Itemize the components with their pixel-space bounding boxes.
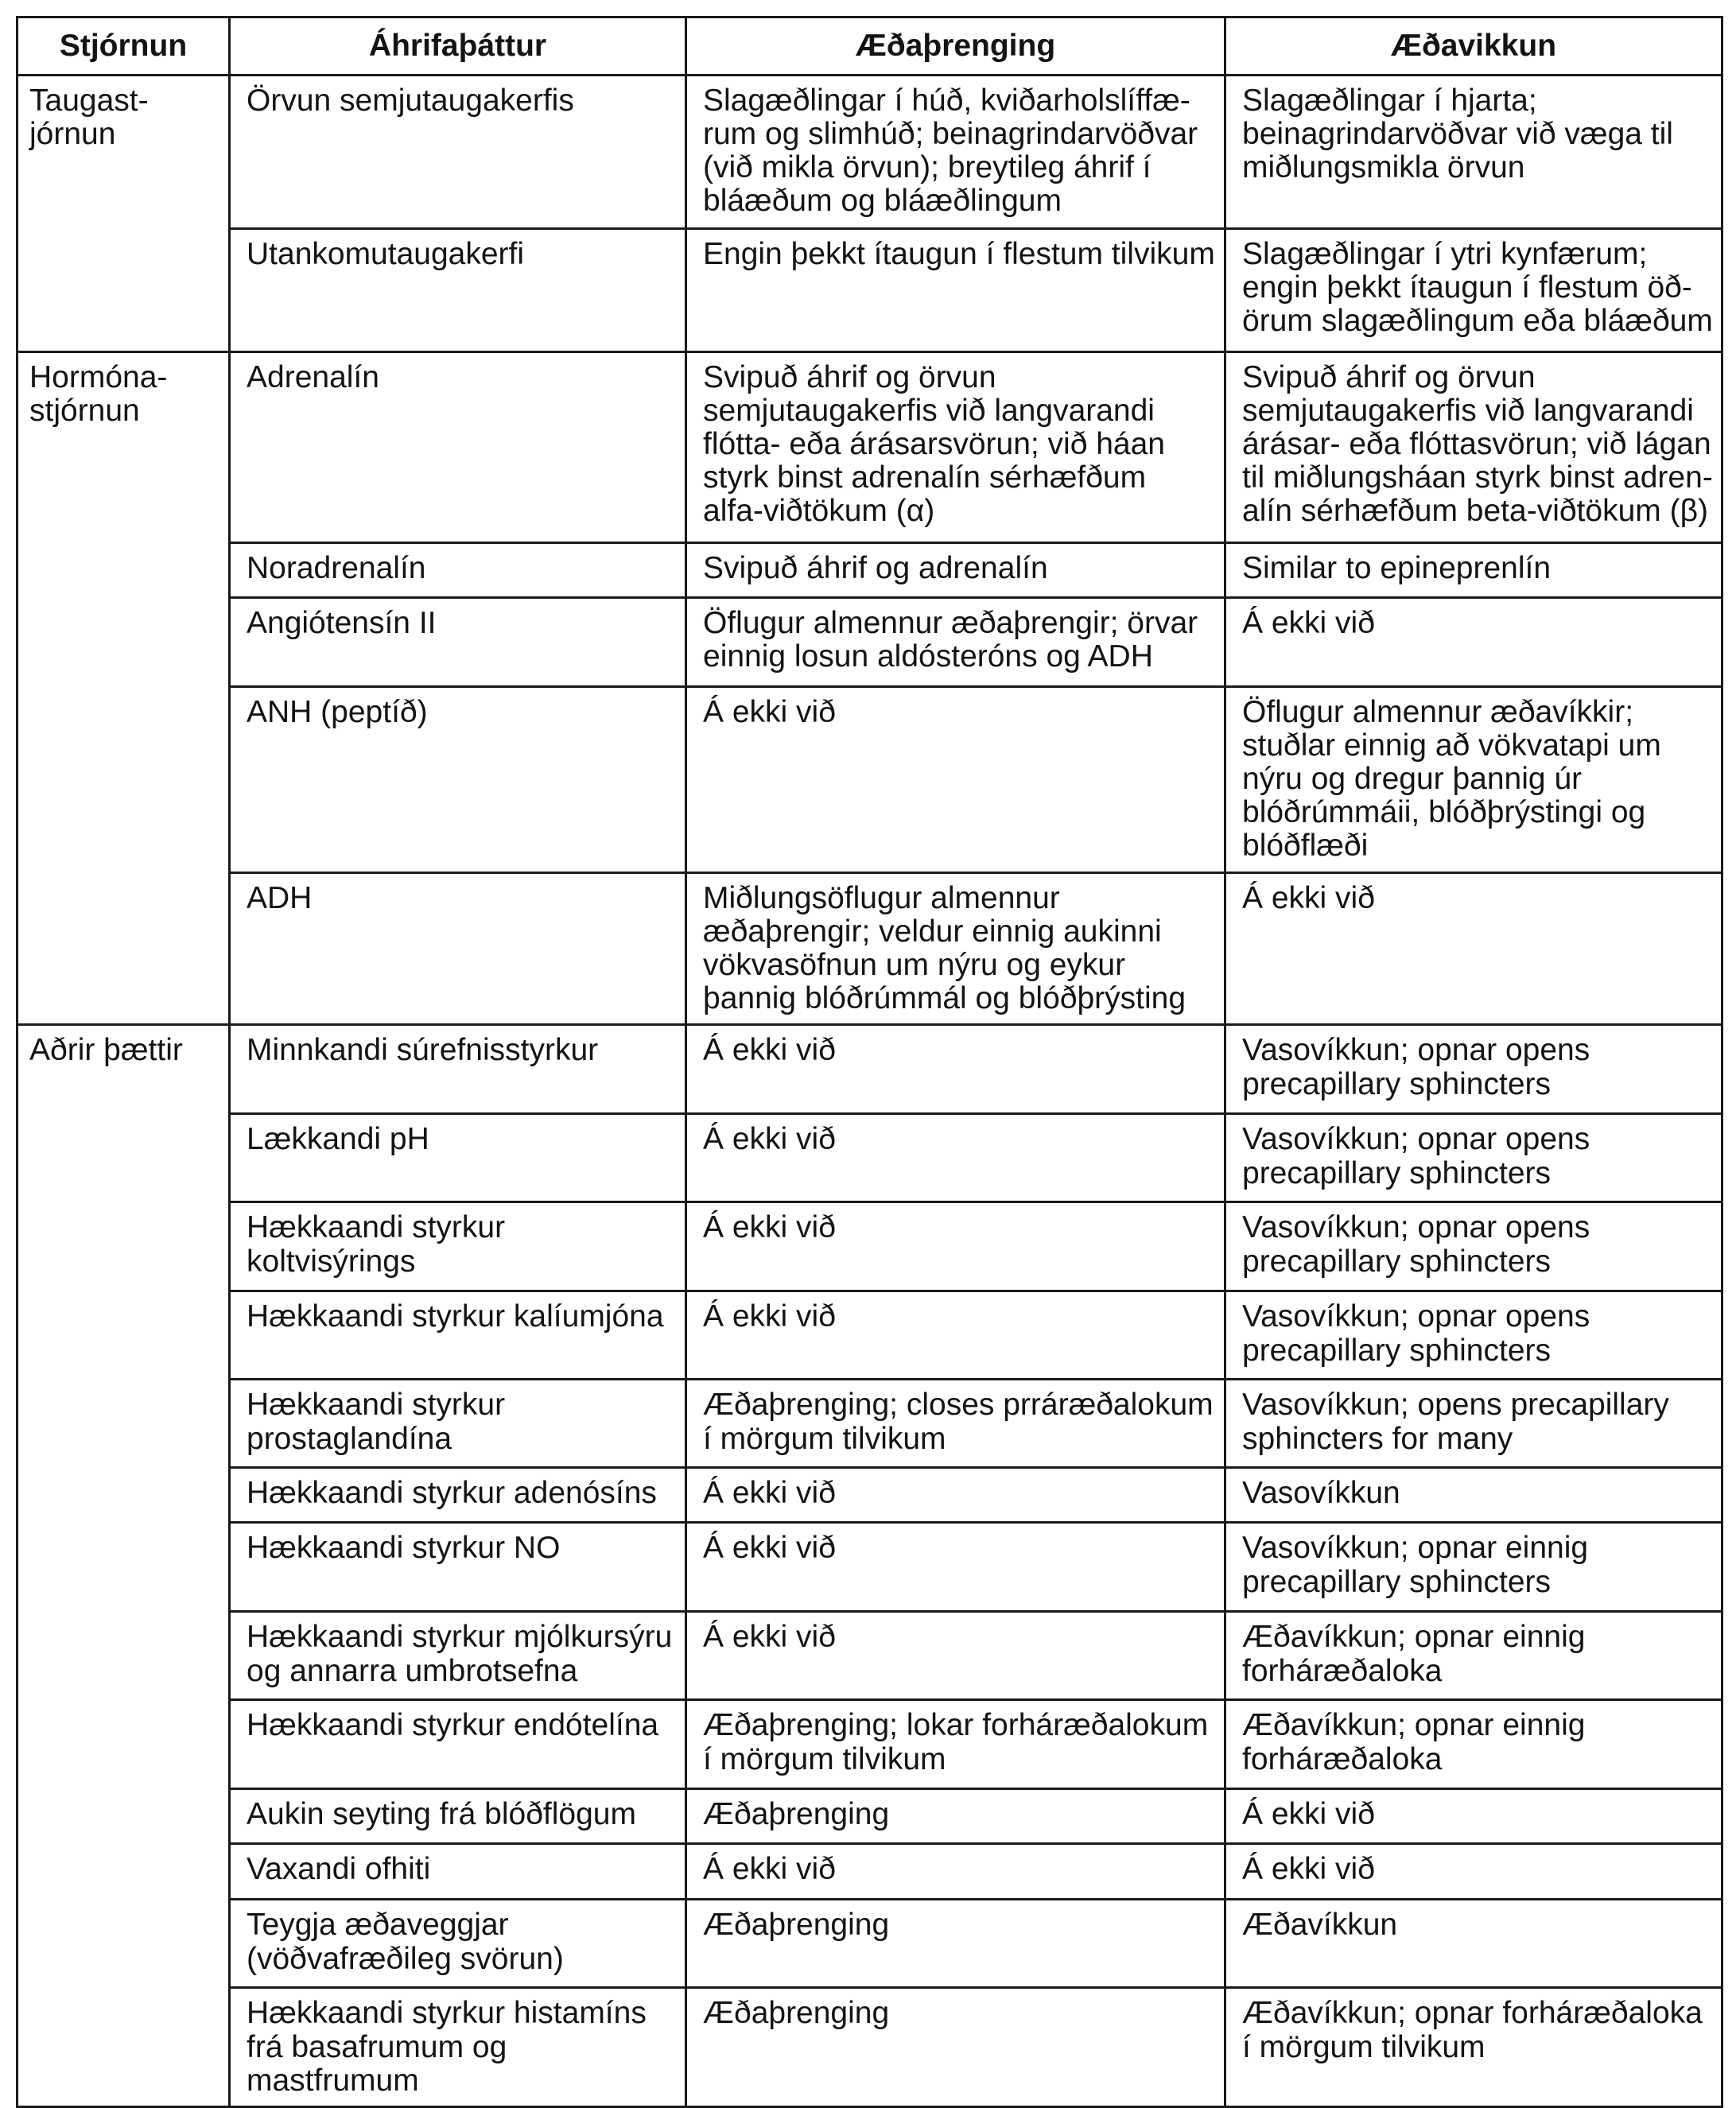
factor-cell: Noradrenalín <box>230 543 686 598</box>
constriction-cell: Miðlungsöflugur almennur æðaþrengir; veldur einnig aukinni vökvasöfnun um nýru og eykur þannig blóðrúmmál og blóðþrýsting <box>686 873 1225 1025</box>
factor-cell: Hækkaandi styrkur kalíumjóna <box>230 1291 686 1380</box>
constriction-cell: Á ekki við <box>686 1612 1225 1700</box>
table-row <box>17 1114 1722 1202</box>
constriction-cell: Á ekki við <box>686 1844 1225 1900</box>
table-row <box>17 229 1722 352</box>
constriction-cell: Á ekki við <box>686 687 1225 873</box>
constriction-cell: Engin þekkt ítaugun í flestum tilvikum <box>686 229 1225 352</box>
factor-cell: Hækkaandi styrkur NO <box>230 1523 686 1612</box>
factor-cell: Hækkaandi styrkur adenósíns <box>230 1468 686 1523</box>
column-header-factor: Áhrifaþáttur <box>230 17 686 76</box>
dilation-cell: Vasovíkkun; opnar opens precapillary sphincters <box>1225 1114 1722 1202</box>
factor-cell: Aukin seyting frá blóðflögum <box>230 1789 686 1844</box>
dilation-cell: Similar to epineprenlín <box>1225 543 1722 598</box>
table-row <box>17 1468 1722 1523</box>
factor-cell: Utankomutaugakerfi <box>230 229 686 352</box>
factor-cell: Hækkaandi styrkur prostaglandína <box>230 1380 686 1468</box>
table-row <box>17 1612 1722 1700</box>
dilation-cell: Á ekki við <box>1225 873 1722 1025</box>
factor-cell: Örvun semjutaugakerfis <box>230 76 686 229</box>
factor-cell: ANH (peptíð) <box>230 687 686 873</box>
table-row <box>17 1523 1722 1612</box>
table-row <box>17 543 1722 598</box>
dilation-cell: Öflugur almennur æðavíkkir; stuðlar einnig að vökvatapi um nýru og dregur þannig úr blóðrúmmáii, blóðþrýstingi og blóðflæði <box>1225 687 1722 873</box>
table-row <box>17 687 1722 873</box>
dilation-cell: Á ekki við <box>1225 1789 1722 1844</box>
table-row <box>17 1900 1722 1988</box>
factor-cell: Angiótensín II <box>230 598 686 687</box>
control-group-cell: Taugast- jórnun <box>17 76 230 352</box>
dilation-cell: Vasovíkkun; opnar opens precapillary sphincters <box>1225 1291 1722 1380</box>
constriction-cell: Á ekki við <box>686 1523 1225 1612</box>
constriction-cell: Æðaþrenging <box>686 1900 1225 1988</box>
factor-cell: Hækkaandi styrkur histamíns frá basafrumum og mastfrumum <box>230 1988 686 2106</box>
constriction-cell: Á ekki við <box>686 1114 1225 1202</box>
factor-cell: Hækkaandi styrkur endótelína <box>230 1700 686 1789</box>
constriction-cell: Svipuð áhrif og örvun semjutaugakerfis við langvarandi flótta- eða árásarsvörun; við háan styrk binst adrenalín sérhæfðum alfa-viðtökum (α) <box>686 352 1225 543</box>
factor-cell: Minnkandi súrefnisstyrkur <box>230 1025 686 1114</box>
constriction-cell: Æðaþrenging <box>686 1789 1225 1844</box>
dilation-cell: Slagæðlingar í hjarta; beinagrindarvöðvar við væga til miðlungsmikla örvun <box>1225 76 1722 229</box>
column-header-control: Stjórnun <box>17 17 230 76</box>
dilation-cell: Æðavíkkun; opnar einnig forháræðaloka <box>1225 1612 1722 1700</box>
factor-cell: Hækkaandi styrkur koltvisýrings <box>230 1202 686 1291</box>
constriction-cell: Svipuð áhrif og adrenalín <box>686 543 1225 598</box>
factor-cell: Lækkandi pH <box>230 1114 686 1202</box>
factor-cell: Hækkaandi styrkur mjólkursýru og annarra umbrotsefna <box>230 1612 686 1700</box>
document <box>16 16 1721 2108</box>
column-header-dilation: Æðavikkun <box>1225 17 1722 76</box>
header-row <box>17 17 1722 76</box>
constriction-cell: Slagæðlingar í húð, kviðarholslíffæ- rum og slimhúð; beinagrindarvöðvar (við mikla örvun); breytileg áhrif í bláæðum og bláæðlingum <box>686 76 1225 229</box>
column-header-constriction: Æðaþrenging <box>686 17 1225 76</box>
dilation-cell: Vasovíkkun; opens precapillary sphincters for many <box>1225 1380 1722 1468</box>
table-row <box>17 1988 1722 2106</box>
dilation-cell: Æðavíkkun; opnar einnig forháræðaloka <box>1225 1700 1722 1789</box>
dilation-cell: Vasovíkkun; opnar opens precapillary sphincters <box>1225 1025 1722 1114</box>
constriction-cell: Á ekki við <box>686 1291 1225 1380</box>
table-row <box>17 1291 1722 1380</box>
dilation-cell: Á ekki við <box>1225 1844 1722 1900</box>
table-row <box>17 598 1722 687</box>
constriction-cell: Á ekki við <box>686 1202 1225 1291</box>
table-row <box>17 1025 1722 1114</box>
table-body <box>17 76 1722 2107</box>
dilation-cell: Vasovíkkun; opnar einnig precapillary sphincters <box>1225 1523 1722 1612</box>
table-row <box>17 352 1722 543</box>
constriction-cell: Æðaþrenging; lokar forháræðalokum í mörgum tilvikum <box>686 1700 1225 1789</box>
constriction-cell: Æðaþrenging; closes prráræðalokum í mörgum tilvikum <box>686 1380 1225 1468</box>
table-row <box>17 873 1722 1025</box>
control-group-cell: Hormóna- stjórnun <box>17 352 230 1025</box>
constriction-cell: Öflugur almennur æðaþrengir; örvar einnig losun aldósteróns og ADH <box>686 598 1225 687</box>
dilation-cell: Vasovíkkun; opnar opens precapillary sphincters <box>1225 1202 1722 1291</box>
dilation-cell: Slagæðlingar í ytri kynfærum; engin þekkt ítaugun í flestum öð- örum slagæðlingum eða bláæðum <box>1225 229 1722 352</box>
factor-cell: Teygja æðaveggjar (vöðvafræðileg svörun) <box>230 1900 686 1988</box>
dilation-cell: Æðavíkkun; opnar forháræðaloka í mörgum tilvikum <box>1225 1988 1722 2106</box>
control-group-cell: Aðrir þættir <box>17 1025 230 2106</box>
table-row <box>17 1202 1722 1291</box>
constriction-cell: Á ekki við <box>686 1025 1225 1114</box>
dilation-cell: Vasovíkkun <box>1225 1468 1722 1523</box>
table-row <box>17 1789 1722 1844</box>
table-row <box>17 1380 1722 1468</box>
constriction-cell: Á ekki við <box>686 1468 1225 1523</box>
regulation-table <box>16 16 1723 2108</box>
dilation-cell: Æðavíkkun <box>1225 1900 1722 1988</box>
table-row <box>17 1844 1722 1900</box>
constriction-cell: Æðaþrenging <box>686 1988 1225 2106</box>
factor-cell: ADH <box>230 873 686 1025</box>
factor-cell: Vaxandi ofhiti <box>230 1844 686 1900</box>
dilation-cell: Svipuð áhrif og örvun semjutaugakerfis við langvarandi árásar- eða flóttasvörun; við lágan til miðlungsháan styrk binst adren- alín sérhæfðum beta-viðtökum (β) <box>1225 352 1722 543</box>
table-row <box>17 1700 1722 1789</box>
table-row <box>17 76 1722 229</box>
factor-cell: Adrenalín <box>230 352 686 543</box>
dilation-cell: Á ekki við <box>1225 598 1722 687</box>
